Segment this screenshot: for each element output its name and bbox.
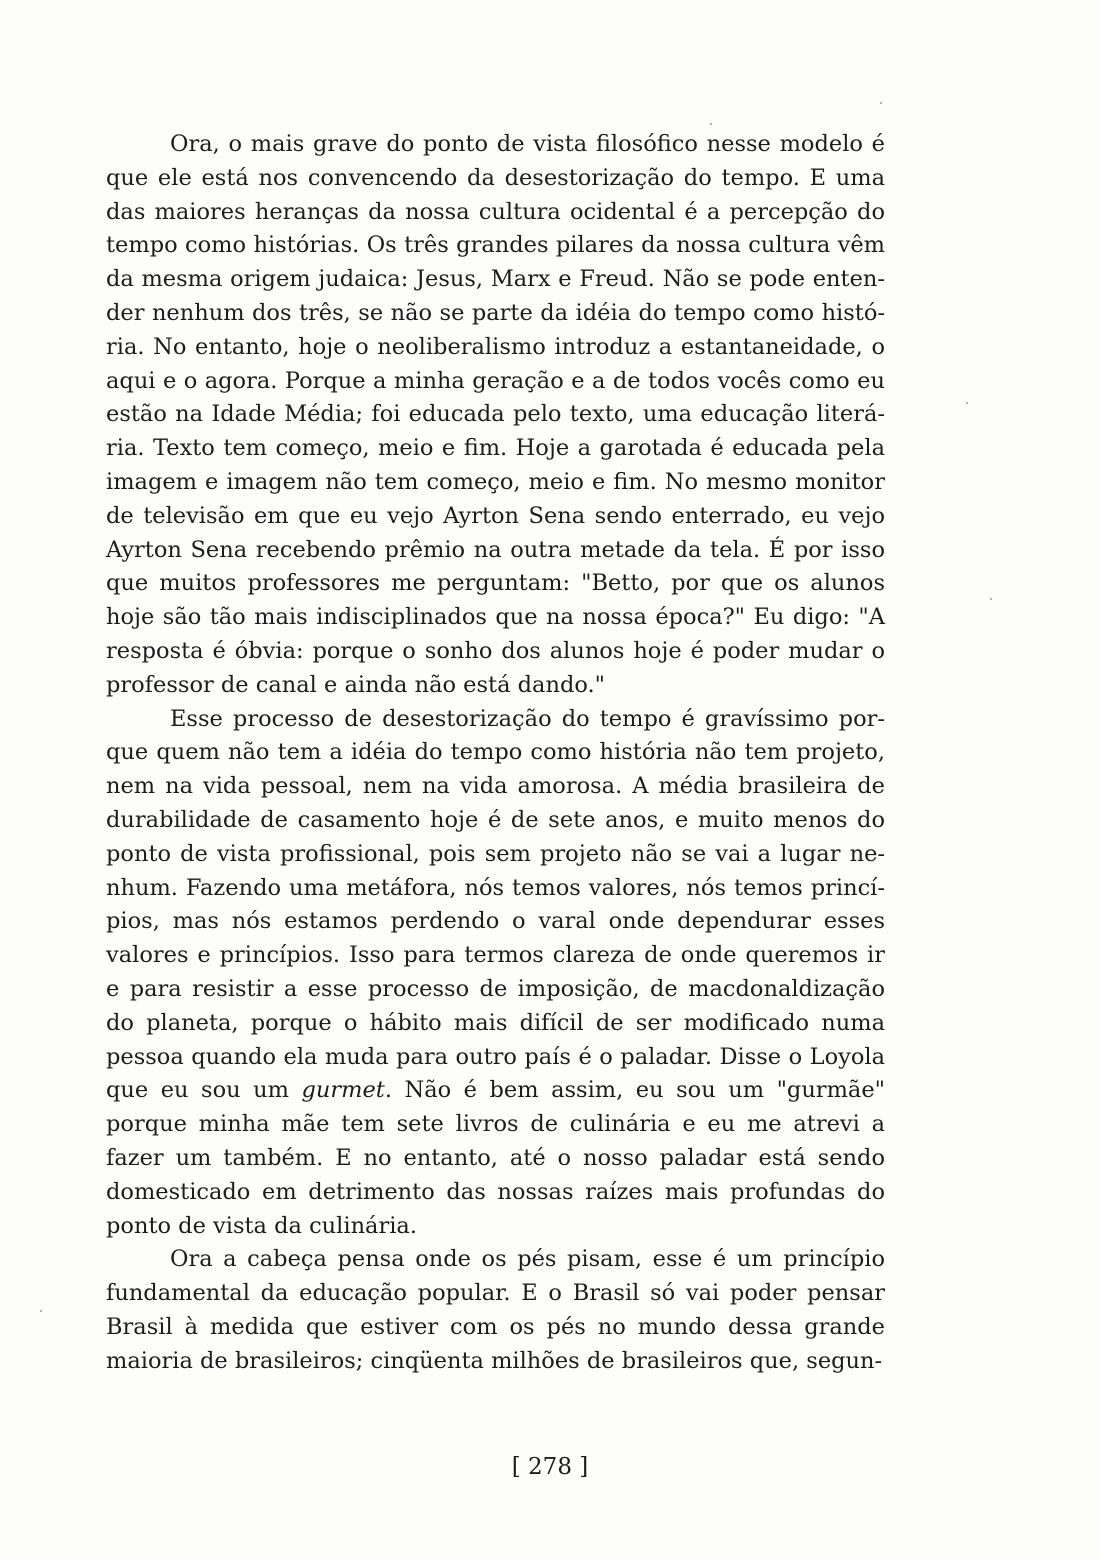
scan-speck bbox=[880, 102, 882, 104]
paragraph-1: Ora, o mais grave do ponto de vista filosófico nesse modelo é que ele está nos convencendo da desestorização do tempo. E uma das maiores heranças da nossa cultura ocidental é a percepção do tempo como histórias. Os três grandes pilares da nossa cultura vêm da mesma origem judaica: Jesus, Marx e Freud. Não se pode entender nenhum dos três, se não se parte da idéia do tempo como história. No entanto, hoje o neoliberalismo introduz a estantaneidade, o aqui e o agora. Porque a minha geração e a de todos vocês como eu estão na Idade Média; foi educada pelo texto, uma educação literária. Texto tem começo, meio e fim. Hoje a garotada é educada pela imagem e imagem não tem começo, meio e fim. No mesmo monitor de televisão em que eu vejo Ayrton Sena sendo enterrado, eu vejo Ayrton Sena recebendo prêmio na outra metade da tela. É por isso que muitos professores me perguntam: "Betto, por que os alunos hoje são tão mais indisciplinados que na nossa época?" Eu digo: "A resposta é óbvia: porque o sonho dos alunos hoje é poder mudar o professor de canal e ainda não está dando." bbox=[106, 131, 885, 698]
page-number: [ 278 ] bbox=[511, 1454, 589, 1480]
paragraph-3: Ora a cabeça pensa onde os pés pisam, esse é um princípio fundamental da educação popular. E o Brasil só vai poder pensar Brasil à medida que estiver com os pés no mundo dessa grande maioria de brasileiros; cinqüenta milhões de brasileiros que, segun- bbox=[106, 1246, 885, 1374]
scan-speck bbox=[40, 1310, 42, 1312]
paragraph-2: Esse processo de desestorização do tempo é gravíssimo porque quem não tem a idéia do tempo como história não tem projeto, nem na vida pessoal, nem na vida amorosa. A média brasileira de durabilidade de casamento hoje é de sete anos, e muito menos do ponto de vista profissional, pois sem projeto não se vai a lugar nenhum. Fazendo uma metáfora, nós temos valores, nós temos princípios, mas nós estamos perdendo o varal onde dependurar esses valores e princípios. Isso para termos clareza de onde queremos ir e para resistir a esse processo de imposição, de macdonaldização do planeta, porque o hábito mais difícil de ser modificado numa pessoa quando ela muda para outro país é o paladar. Disse o Loyola que eu sou um gurmet. Não é bem assim, eu sou um "gurmãe" porque minha mãe tem sete livros de culinária e eu me atrevi a fazer um também. E no entanto, até o nosso paladar está sendo domesticado em detrimento das nossas raízes mais profundas do ponto de vista da culinária. bbox=[106, 705, 885, 1239]
scan-speck bbox=[710, 123, 712, 125]
scan-speck bbox=[966, 402, 968, 404]
scan-speck bbox=[990, 598, 992, 600]
body-text bbox=[106, 128, 885, 1378]
italic-word: gurmet bbox=[301, 1077, 385, 1104]
